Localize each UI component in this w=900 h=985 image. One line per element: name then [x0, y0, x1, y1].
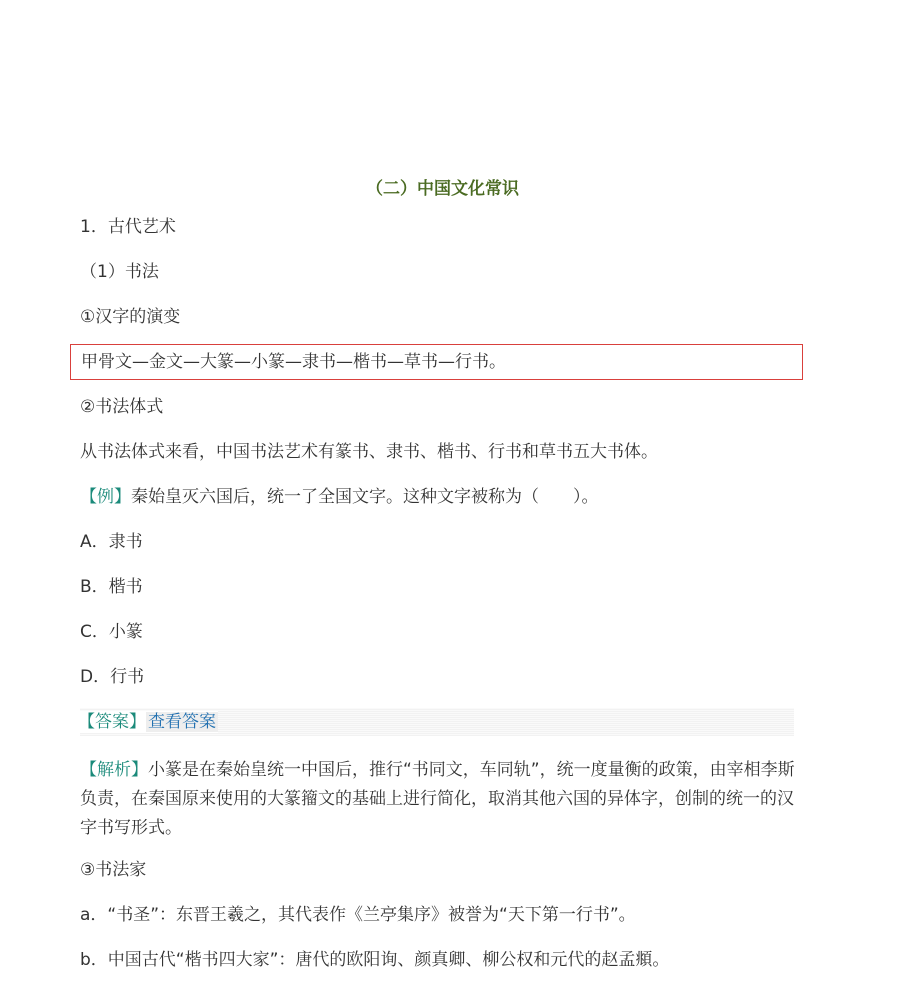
- analysis-paragraph: [80, 756, 796, 843]
- view-answer-link[interactable]: 查看答案: [148, 712, 216, 732]
- example-tag: 【例】: [80, 487, 131, 507]
- option-b: B．楷书: [80, 577, 143, 597]
- heading-ancient-art: 1．古代艺术: [80, 217, 176, 237]
- option-d: D．行书: [80, 667, 145, 687]
- subheading-styles: ②书法体式: [80, 397, 164, 417]
- option-a: A．隶书: [80, 532, 143, 552]
- section-title: （二）中国文化常识: [366, 179, 519, 199]
- analysis-tag: 【解析】: [80, 760, 148, 780]
- evolution-highlight-box: [70, 344, 803, 380]
- answer-label-wrap: [78, 711, 218, 733]
- calligrapher-b: b．中国古代“楷书四大家”：唐代的欧阳询、颜真卿、柳公权和元代的赵孟頫。: [80, 950, 670, 970]
- example-question: [80, 486, 599, 508]
- calligrapher-a: a．“书圣”：东晋王羲之，其代表作《兰亭集序》被誉为“天下第一行书”。: [80, 905, 636, 925]
- subheading-calligraphers: ③书法家: [80, 860, 147, 880]
- analysis-text: 小篆是在秦始皇统一中国后，推行“书同文，车同轨”，统一度量衡的政策，由宰相李斯负责，在秦国原来使用的大篆籀文的基础上进行简化，取消其他六国的异体字，创制的统一的汉字书写形式。: [80, 760, 795, 838]
- styles-text: 从书法体式来看，中国书法艺术有篆书、隶书、楷书、行书和草书五大书体。: [80, 442, 658, 462]
- answer-tag: 【答案】: [78, 712, 146, 732]
- option-c: C．小篆: [80, 622, 143, 642]
- example-question-text: 秦始皇灭六国后，统一了全国文字。这种文字被称为（ ）。: [131, 487, 599, 507]
- subheading-evolution: ①汉字的演变: [80, 307, 181, 327]
- answer-row: [80, 708, 794, 736]
- heading-calligraphy: （1）书法: [80, 262, 159, 282]
- evolution-text: 甲骨文—金文—大篆—小篆—隶书—楷书—草书—行书。: [81, 352, 506, 372]
